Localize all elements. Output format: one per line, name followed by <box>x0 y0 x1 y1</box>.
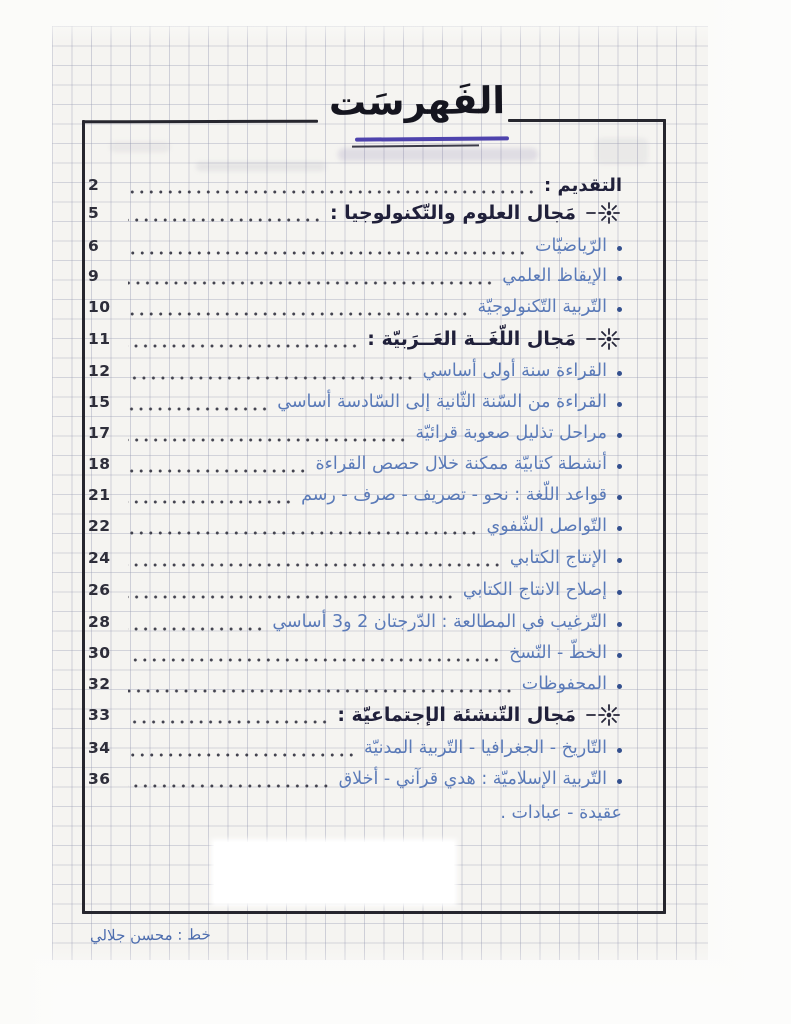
sparkle-star-icon <box>586 201 622 225</box>
dot-leader <box>128 498 293 506</box>
toc-entry-page: 11 <box>88 330 111 348</box>
ink-smudge <box>596 138 648 164</box>
dot-bullet-icon <box>617 307 622 312</box>
toc-row <box>88 669 672 699</box>
ink-smudge <box>338 148 538 161</box>
dot-leader <box>128 310 469 318</box>
toc-row <box>88 607 672 637</box>
toc-entry-page: 9 <box>88 267 100 285</box>
whiteout-patch <box>214 842 454 903</box>
calligrapher-credit: خط : محسن جلالي <box>89 925 211 945</box>
dot-bullet-icon <box>617 464 622 469</box>
toc-entry-label: القراءة من السّنة الثّانية إلى السّادسة أساسي <box>277 392 607 412</box>
toc-row <box>88 480 672 510</box>
toc-entry-label: القراءة سنة أولى أساسي <box>422 361 607 381</box>
dot-leader <box>128 188 536 196</box>
dot-bullet-icon <box>617 779 622 784</box>
dot-leader <box>128 279 494 287</box>
dot-bullet-icon <box>617 748 622 753</box>
toc-entry-label: التّربية الإسلاميّة : هدي قرآني - أخلاق <box>338 769 607 789</box>
toc-entry-label: التّواصل الشّفوي <box>486 516 607 536</box>
toc-entry-page: 18 <box>88 455 111 473</box>
page-frame-top-left <box>82 120 318 124</box>
dot-bullet-icon <box>617 558 622 563</box>
dot-leader <box>128 529 479 537</box>
toc-entry-page: 34 <box>88 739 111 757</box>
toc-entry-page: 6 <box>88 237 100 255</box>
toc-entry-label: الرّياضيّات <box>535 236 607 256</box>
toc-entry-label: مَجال اللّغَــة العَــرَبيّة : <box>367 328 576 350</box>
toc-entry-label: عقيدة - عبادات . <box>500 803 622 823</box>
toc-entry-page: 5 <box>88 204 100 222</box>
toc-entry-page: 30 <box>88 644 111 662</box>
toc-entry-label: المحفوظات <box>521 674 607 694</box>
sparkle-star-icon <box>586 327 622 351</box>
dot-leader <box>128 249 527 257</box>
toc-entry-page: 32 <box>88 675 111 693</box>
dot-leader <box>128 405 269 413</box>
ink-smudge <box>110 142 170 152</box>
dot-bullet-icon <box>617 371 622 376</box>
dot-bullet-icon <box>617 653 622 658</box>
toc-entry-label: الإنتاج الكتابي <box>509 548 607 568</box>
toc-row <box>88 387 672 417</box>
toc-entry-label: مَجال التّنشئة الإجتماعيّة : <box>337 704 576 726</box>
toc-entry-label: التقديم : <box>544 174 622 196</box>
toc-entry-label: قواعد اللّغة : نحو - تصريف - صرف - رسم <box>301 485 607 505</box>
toc-row <box>88 511 672 541</box>
toc-entry-label: التّاريخ - الجغرافيا - التّربية المدنيّة <box>364 738 607 758</box>
paper-edge-fade <box>705 0 791 1024</box>
toc-row <box>88 356 672 386</box>
toc-entry-label: التّربية التّكنولوجيّة <box>477 297 607 317</box>
dot-bullet-icon <box>617 526 622 531</box>
dot-bullet-icon <box>617 622 622 627</box>
dot-leader <box>128 561 502 569</box>
toc-entry-label: إصلاح الانتاج الكتابي <box>462 580 607 600</box>
toc-entry-page: 28 <box>88 613 111 631</box>
page-frame-bottom <box>82 911 666 914</box>
dot-leader <box>128 625 264 633</box>
paper-edge-fade <box>0 0 58 1024</box>
dot-leader <box>128 751 356 759</box>
toc-row <box>88 231 672 261</box>
dot-leader <box>128 687 514 695</box>
dot-bullet-icon <box>617 246 622 251</box>
toc-entry-page: 12 <box>88 362 111 380</box>
dot-bullet-icon <box>617 590 622 595</box>
toc-row <box>88 324 622 354</box>
dot-leader <box>128 374 415 382</box>
toc-row <box>88 292 672 322</box>
toc-entry-page: 26 <box>88 581 111 599</box>
toc-row <box>88 418 672 448</box>
toc-entry-page: 24 <box>88 549 111 567</box>
toc-row <box>88 170 682 200</box>
page-frame-left <box>82 120 85 914</box>
dot-bullet-icon <box>617 495 622 500</box>
dot-leader <box>128 342 359 350</box>
dot-bullet-icon <box>617 684 622 689</box>
toc-entry-label: أنشطة كتابيّة ممكنة خلال حصص القراءة <box>315 454 607 474</box>
toc-entry-label: الإيقاظ العلمي <box>502 266 607 286</box>
toc-row <box>88 764 672 794</box>
dot-leader <box>128 467 307 475</box>
toc-row <box>88 638 672 668</box>
dot-leader <box>128 656 501 664</box>
toc-entry-page: 33 <box>88 706 111 724</box>
dot-leader <box>128 436 407 444</box>
toc-row <box>88 198 622 228</box>
toc-entry-page: 15 <box>88 393 111 411</box>
toc-row <box>88 543 672 573</box>
dot-leader <box>128 782 331 790</box>
toc-entry-page: 10 <box>88 298 111 316</box>
toc-entry-label: مراحل تذليل صعوبة قرائيّة <box>415 423 607 443</box>
dot-bullet-icon <box>617 402 622 407</box>
toc-entry-page: 22 <box>88 517 111 535</box>
dot-leader <box>128 216 322 224</box>
sparkle-star-icon <box>586 703 622 727</box>
page-frame-top-right <box>508 119 666 122</box>
toc-entry-page: 17 <box>88 424 111 442</box>
dot-leader <box>128 593 455 601</box>
dot-bullet-icon <box>617 433 622 438</box>
dot-bullet-icon <box>617 276 622 281</box>
toc-entry-page: 36 <box>88 770 111 788</box>
toc-entry-label: التّرغيب في المطالعة : الدّرجتان 2 و3 أساسي <box>272 612 607 632</box>
toc-row <box>88 261 672 291</box>
page-title: الفَهرسَت <box>328 79 506 124</box>
toc-row-continuation <box>88 798 791 828</box>
dot-leader <box>128 718 329 726</box>
toc-entry-label: مَجال العلوم والتّكنولوجيا : <box>329 202 576 224</box>
toc-entry-page: 2 <box>88 176 100 194</box>
toc-row <box>88 733 672 763</box>
toc-row <box>88 700 622 730</box>
toc-entry-label: الخطّ - النّسخ <box>509 643 607 663</box>
toc-row <box>88 575 672 605</box>
toc-row <box>88 449 672 479</box>
toc-entry-page: 21 <box>88 486 111 504</box>
